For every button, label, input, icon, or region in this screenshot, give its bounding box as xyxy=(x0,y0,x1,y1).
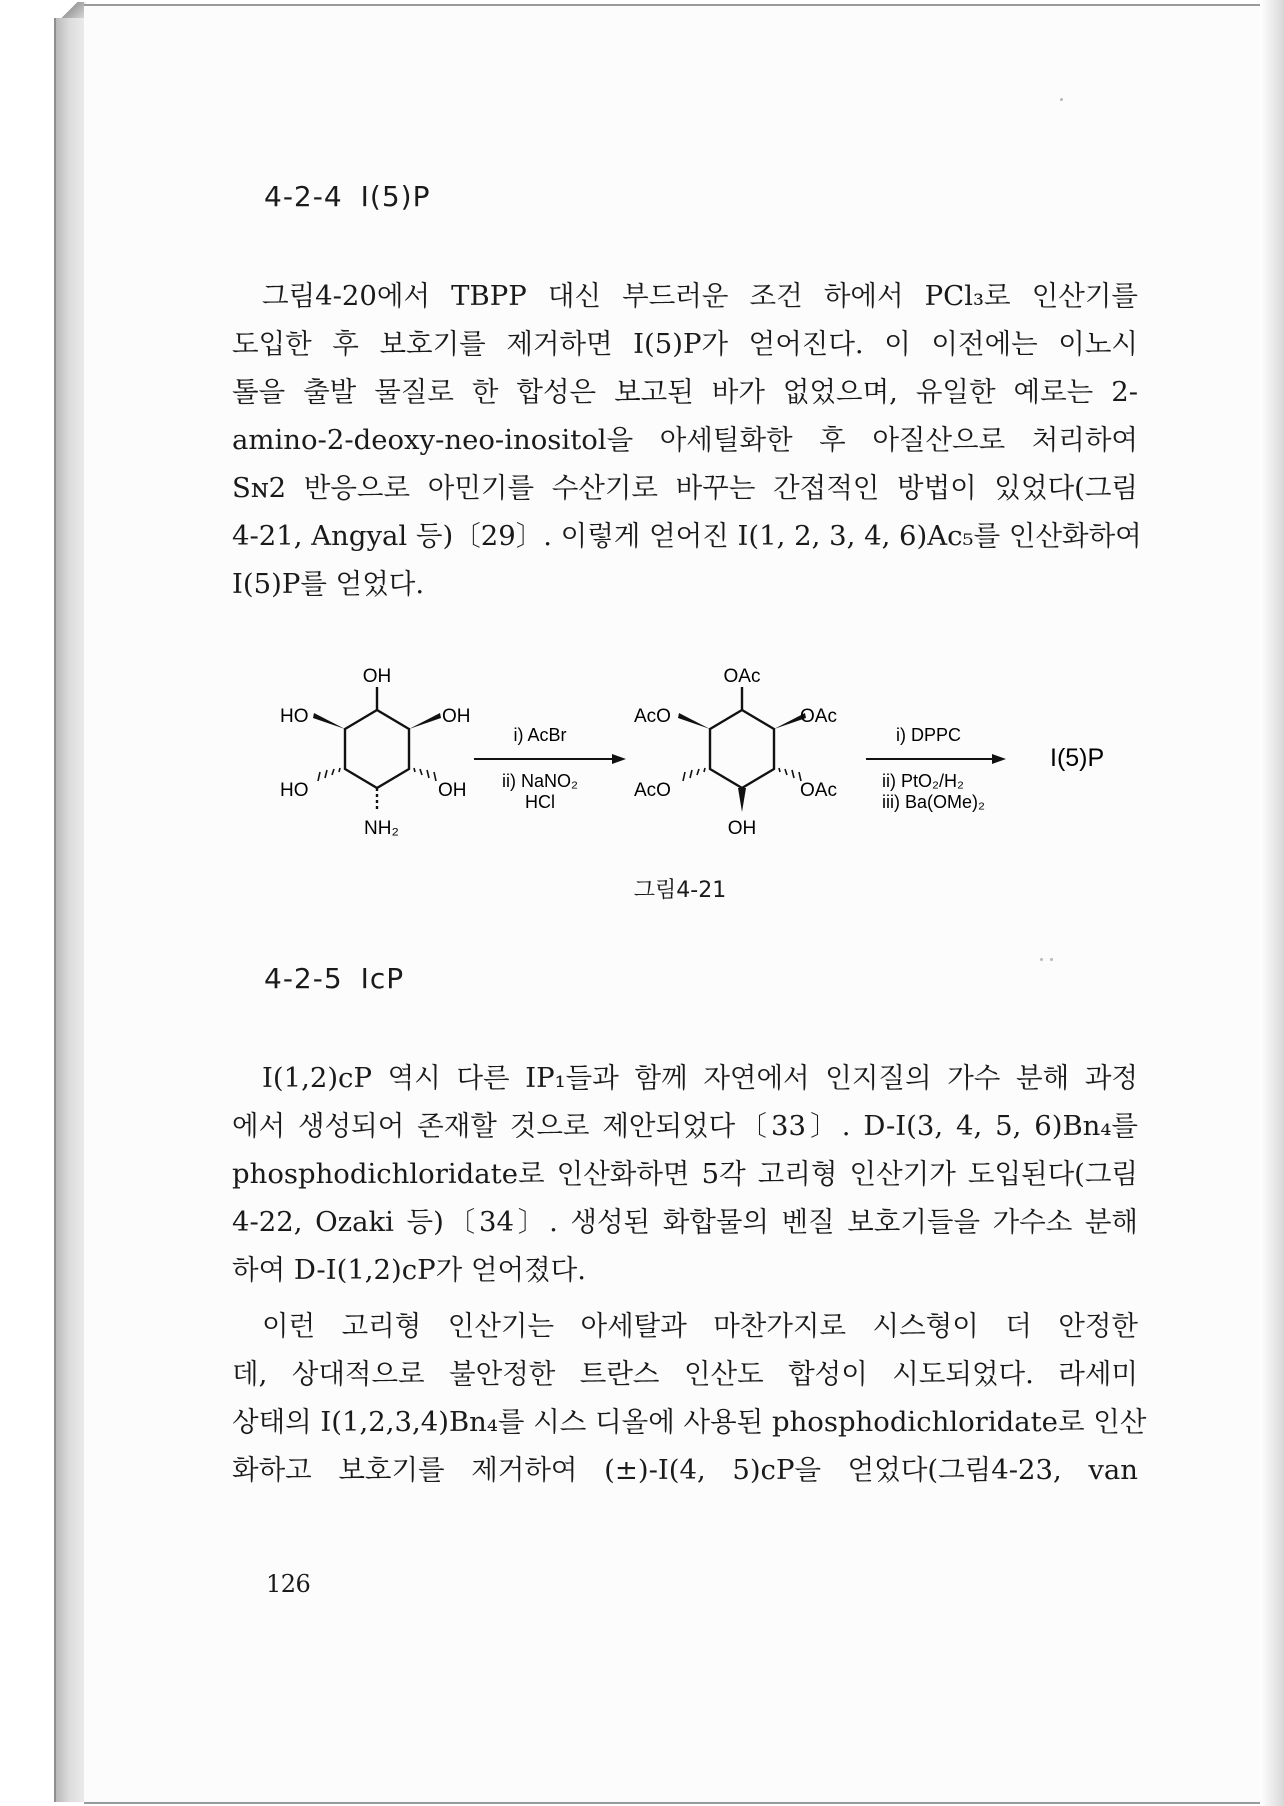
hash-bond xyxy=(318,768,436,781)
text-line: I(5)P를 얻었다. xyxy=(232,568,425,600)
scan-speck xyxy=(1060,98,1063,101)
section-4-2-5-paragraph-2 xyxy=(232,1302,1147,1494)
sm-lower-right-label: OH xyxy=(438,780,467,801)
section-4-2-4-paragraph xyxy=(232,272,1142,608)
page-edge-shadow xyxy=(1260,0,1284,1806)
step2-reagent-1: i) DPPC xyxy=(896,725,962,745)
arrow-head xyxy=(992,754,1006,764)
text-line: 에서 생성되어 존재할 것으로 제안되었다〔33〕. D-I(3, 4, 5, 6)Bn₄를 xyxy=(232,1110,1138,1142)
sm-upper-left-label: HO xyxy=(280,706,309,727)
page-corner-curl xyxy=(54,2,84,18)
sm-upper-right-label: OH xyxy=(442,706,471,727)
int-upper-right-label: OAc xyxy=(800,706,837,727)
section-heading-4-2-4 xyxy=(264,180,430,213)
int-bottom-label: OH xyxy=(727,818,757,839)
step1-reagent-3: HCl xyxy=(525,792,555,812)
sm-bottom-label: NH₂ xyxy=(364,818,399,839)
section-title: IcP xyxy=(360,962,405,995)
text-line: 그림4-20에서 TBPP 대신 부드러운 조건 하에서 PCl₃로 인산기를 xyxy=(262,280,1138,312)
section-title: I(5)P xyxy=(360,180,431,213)
text-line: phosphodichloridate로 인산화하면 5각 고리형 인산기가 도입된다(그림 xyxy=(232,1158,1138,1190)
step1-reagent-2: ii) NaNO₂ xyxy=(502,771,578,791)
int-upper-left-label: AcO xyxy=(634,706,671,727)
start-material-structure xyxy=(345,687,409,810)
section-4-2-5-paragraph-1 xyxy=(232,1054,1138,1294)
text-line: Sɴ2 반응으로 아민기를 수산기로 바꾸는 간접적인 방법이 있었다(그림 xyxy=(232,472,1138,504)
scan-speck xyxy=(1040,958,1043,961)
book-spine xyxy=(54,2,86,1802)
section-number: 4-2-4 xyxy=(264,180,343,213)
arrow-head xyxy=(612,754,626,764)
text-line: 이런 고리형 인산기는 아세탈과 마찬가지로 시스형이 더 안정한 xyxy=(262,1310,1138,1342)
text-line: amino-2-deoxy-neo-inositol을 아세틸화한 후 아질산으로 처리하여 xyxy=(232,424,1138,456)
text-line: 데, 상대적으로 불안정한 트란스 인산도 합성이 시도되었다. 라세미 xyxy=(232,1358,1138,1390)
hash-bond xyxy=(683,768,801,781)
text-line: 하여 D-I(1,2)cP가 얻어졌다. xyxy=(232,1254,586,1286)
int-lower-right-label: OAc xyxy=(800,780,837,801)
wedge-bond xyxy=(738,788,746,812)
step1-reagent-1: i) AcBr xyxy=(513,725,567,745)
section-number: 4-2-5 xyxy=(264,962,343,995)
wedge-bond xyxy=(409,713,441,729)
reaction-scheme-figure xyxy=(270,660,1140,860)
int-top-label: OAc xyxy=(723,666,761,687)
intermediate-structure xyxy=(710,687,774,788)
product-label: I(5)P xyxy=(1050,744,1105,772)
wedge-bond xyxy=(678,713,710,729)
wedge-bond xyxy=(313,713,345,729)
scan-speck xyxy=(1050,958,1053,961)
text-line: I(1,2)cP 역시 다른 IP₁들과 함께 자연에서 인지질의 가수 분해 과정 xyxy=(262,1062,1138,1094)
text-line: 톨을 출발 물질로 한 합성은 보고된 바가 없었으며, 유일한 예로는 2- xyxy=(232,376,1138,408)
sm-lower-left-label: HO xyxy=(280,780,309,801)
text-line: 화하고 보호기를 제거하여 (±)-I(4, 5)cP을 얻었다(그림4-23, van xyxy=(232,1454,1138,1486)
figure-caption: 그림4-21 xyxy=(633,878,727,903)
text-line: 도입한 후 보호기를 제거하면 I(5)P가 얻어진다. 이 이전에는 이노시 xyxy=(232,328,1138,360)
step2-reagent-3: iii) Ba(OMe)₂ xyxy=(882,792,985,812)
text-line: 4-21, Angyal 등)〔29〕. 이렇게 얻어진 I(1, 2, 3, 4, 6)Ac₅를 인산화하여 xyxy=(232,520,1142,552)
sm-top-label: OH xyxy=(362,666,392,687)
text-line: 상태의 I(1,2,3,4)Bn₄를 시스 디올에 사용된 phosphodichloridate로 인산 xyxy=(232,1406,1147,1438)
text-line: 4-22, Ozaki 등)〔34〕. 생성된 화합물의 벤질 보호기들을 가수소 분해 xyxy=(232,1206,1138,1238)
int-lower-left-label: AcO xyxy=(634,780,671,801)
section-heading-4-2-5 xyxy=(264,962,404,995)
step2-reagent-2: ii) PtO₂/H₂ xyxy=(882,771,964,791)
page-number: 126 xyxy=(266,1570,311,1598)
